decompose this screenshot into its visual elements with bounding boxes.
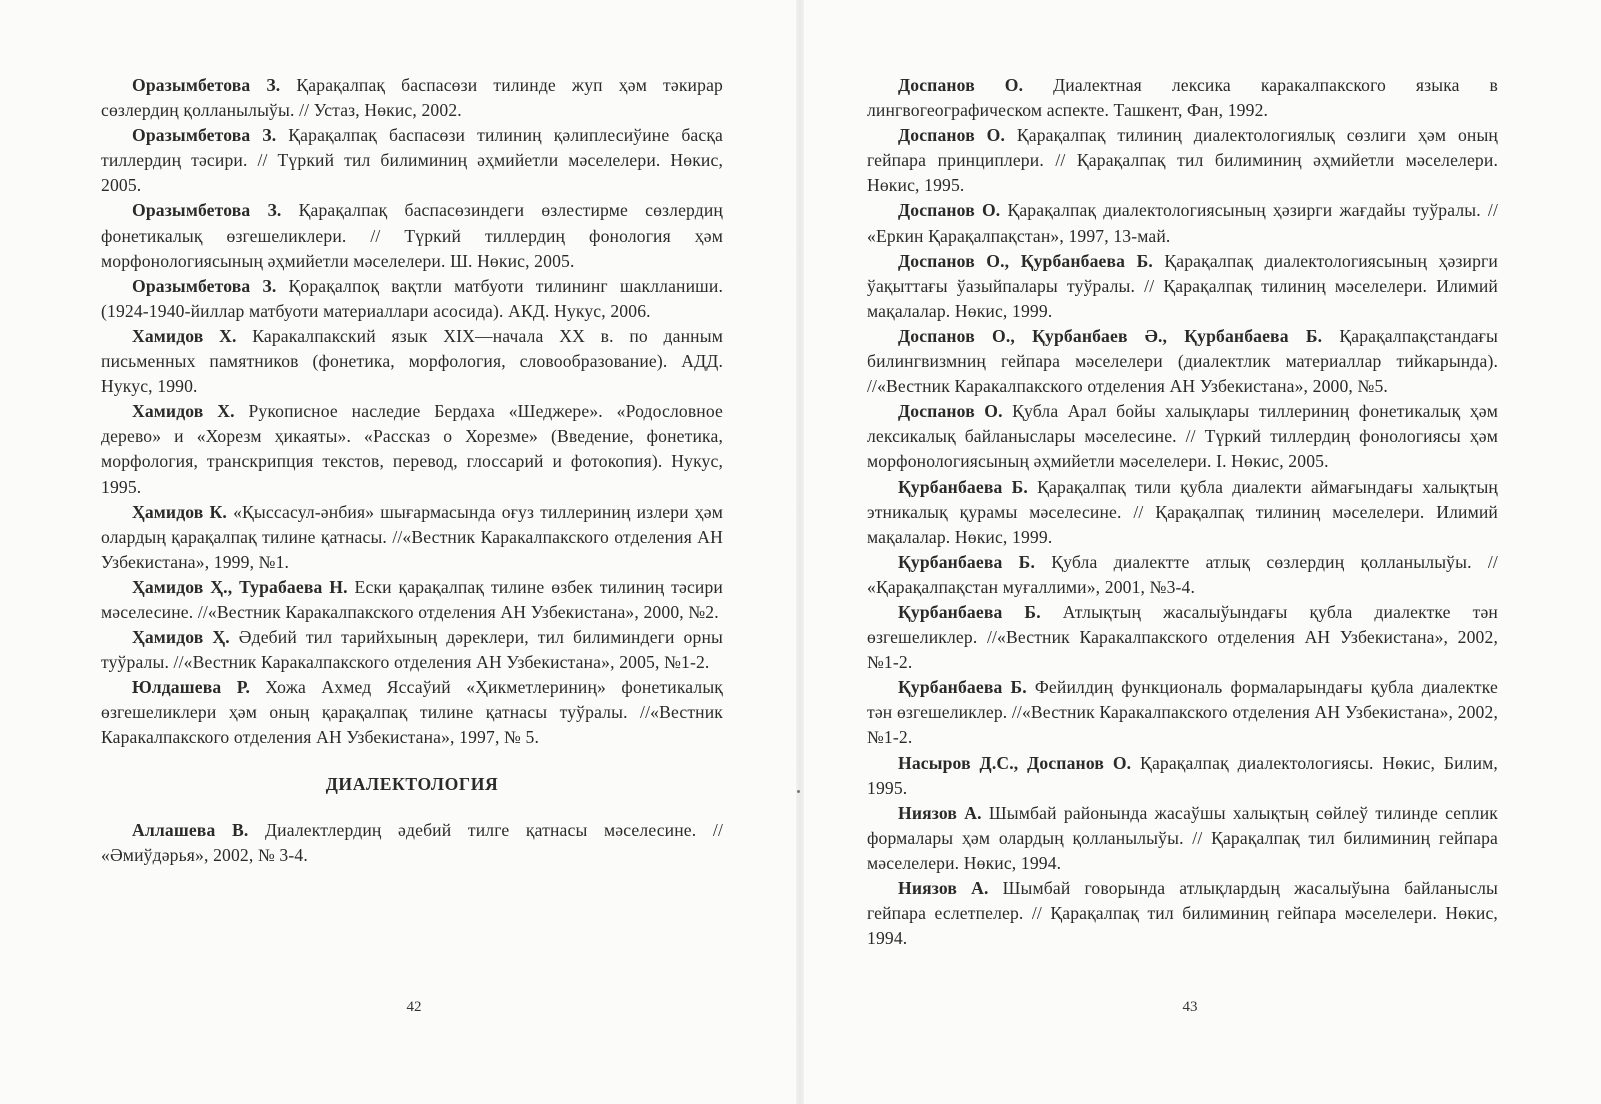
entry-author: Қурбанбаева Б. — [898, 677, 1027, 698]
entry-author: Доспанов О. — [898, 125, 1006, 146]
entry-text: Қарақалпақ баспасөзи тилиниң қәлиплесиўине басқа тиллердиң тәсири. // Түркий тил билиминиң әҳмийетли мәселелери. Нөкис, 2005. — [101, 125, 723, 196]
entry-author: Ҳамидов Ҳ. — [132, 627, 230, 648]
bibliography-entry — [867, 600, 1498, 675]
scan-speck — [797, 790, 800, 793]
entry-author: Доспанов О. — [898, 401, 1003, 422]
entry-text: Хожа Ахмед Яссаўий «Ҳикметлериниң» фонетикалық өзгешеликлери ҳәм оның қарақалпақ тилине қатнасы туўралы. //«Вестник Каракалпакского отделения АН Узбекистана», 1997, № 5. — [101, 677, 723, 748]
entry-text: Қубла Арал бойы халықлары тиллериниң фонетикалық ҳәм лексикалық байланыслары мәселесине. // Түркий тиллердиң фонологиясы ҳәм морфонологиясының әҳмийетли мәселелери. I. Нөкис, 2005. — [867, 401, 1498, 472]
bibliography-entry — [867, 198, 1498, 248]
bibliography-entry — [101, 324, 723, 399]
entry-author: Ниязов А. — [898, 878, 989, 898]
entry-text: Қорақалпоқ вақтли матбуоти тилининг шаклланиши. (1924-1940-йиллар матбуоти материаллари асосида). АКД. Нукус, 2006. — [101, 275, 723, 321]
bibliography-entry — [867, 751, 1498, 801]
right-page-text-column — [867, 73, 1498, 951]
bibliography-entry — [101, 73, 723, 123]
bibliography-entry — [867, 73, 1498, 123]
left-entries-after-section — [101, 818, 723, 868]
entry-author: Хамидов Х. — [132, 401, 235, 422]
bibliography-entry — [867, 399, 1498, 474]
bibliography-entry — [101, 575, 723, 625]
entry-author: Оразымбетова З. — [132, 125, 277, 146]
entry-author: Доспанов О., Қурбанбаев Ә., Қурбанбаева Б. — [898, 325, 1323, 346]
bibliography-entry — [867, 876, 1498, 951]
entry-text: Рукописное наследие Бердаха «Шеджере». «Родословное дерево» и «Хорезм ҳикаяты». «Рассказ о Хорезме» (Введение, фонетика, морфология, транскрипция текстов, перевод, глоссарий и фотокопия). Нукус, 1995. — [101, 401, 723, 497]
entry-text: Атлықтың жасалыўындағы қубла диалектке тән өзгешеликлер. //«Вестник Каракалпакского отделения АН Узбекистана», 2002, №1-2. — [867, 601, 1498, 673]
page-number-left: 42 — [406, 999, 422, 1015]
entry-author: Доспанов О. — [898, 75, 1024, 95]
entry-text: Қарақалпақ диалектологиясының ҳәзирги ўақыттағы ўазыйпалары туўралы. // Қарақалпақ тилиниң мәселелери. Илимий мақалалар. Нөкис, 1999. — [867, 250, 1498, 321]
entry-author: Оразымбетова З. — [132, 275, 277, 296]
entry-text: Қарақалпақ диалектологиясы. Нөкис, Билим, 1995. — [867, 752, 1498, 798]
bibliography-entry — [867, 123, 1498, 198]
bibliography-entry — [101, 500, 723, 575]
page-number-right: 43 — [1182, 999, 1198, 1015]
entry-text: Қарақалпақ тилиниң диалектологиялық сөзлиги ҳәм оның гейпара принциплери. // Қарақалпақ тил билиминиң әҳмийетли мәселелери. Нөкис, 1995. — [867, 125, 1499, 196]
entry-author: Ҳамидов Ҳ., Турабаева Н. — [132, 576, 348, 597]
entry-author: Қурбанбаева Б. — [898, 551, 1035, 572]
entry-author: Доспанов О. — [898, 200, 1001, 221]
bibliography-entry — [867, 550, 1498, 600]
entry-author: Оразымбетова З. — [132, 75, 281, 95]
entry-author: Ниязов А. — [898, 802, 982, 823]
entry-text: «Қыссасул-әнбия» шығармасында оғуз тиллериниң излери ҳәм олардың қарақалпақ тилине қатнасы. //«Вестник Каракалпакского отделения АН Узбекистана», 1999, №1. — [101, 501, 724, 572]
entry-text: Каракалпакский язык XIX—начала XX в. по данным письменных памятников (фонетика, морфология, словообразование). АДД. Нукус, 1990. — [101, 325, 723, 397]
entry-text: Ески қарақалпақ тилине өзбек тилиниң тәсири мәселесине. //«Вестник Каракалпакского отделения АН Узбекистана», 2000, №2. — [101, 576, 723, 622]
entry-text: Қарақалпақ баспасөзи тилинде жуп ҳәм тәкирар сөзлердиң қолланылыўы. // Устаз, Нөкис, 2002. — [101, 75, 723, 121]
bibliography-entry — [867, 801, 1498, 876]
bibliography-entry — [101, 198, 723, 273]
entry-text: Қарақалпақ тили қубла диалекти аймағындағы халықтың этникалық қурамы мәселесине. // Қарақалпақ тилиниң мәселелери. Илимий мақалалар. Нөкис, 1999. — [867, 476, 1498, 547]
bibliography-entry — [867, 675, 1498, 750]
bibliography-entry — [867, 324, 1498, 399]
entry-author: Қурбанбаева Б. — [898, 601, 1041, 622]
bibliography-entry — [867, 249, 1498, 324]
left-page — [0, 0, 800, 1104]
entry-text: Шымбай районында жасаўшы халықтың сөйлеў тилинде сеплик формалары ҳәм олардың қолланылыўы. // Қарақалпақ тил билиминиң гейпара мәселелери. Нөкис, 1994. — [867, 802, 1498, 873]
right-page — [800, 0, 1601, 1104]
entry-text: Әдебий тил тарийхының дәреклери, тил билиминдеги орны туўралы. //«Вестник Каракалпакского отделения АН Узбекистана», 2005, №1-2. — [101, 627, 723, 673]
entry-author: Насыров Д.С., Доспанов О. — [898, 752, 1132, 773]
entry-author: Ҳамидов К. — [132, 501, 227, 522]
bibliography-entry — [101, 123, 723, 198]
entry-text: Қубла диалектте атлық сөзлердиң қолланылыўы. // «Қарақалпақстан муғаллими», 2001, №3-4. — [867, 551, 1498, 597]
entry-text: Қарақалпақ диалектологиясының ҳәзирги жағдайы туўралы. // «Еркин Қарақалпақстан», 1997, 13-май. — [867, 200, 1498, 246]
entry-text: Диалектлердиң әдебий тилге қатнасы мәселесине. // «Әмиўдәрья», 2002, № 3-4. — [101, 819, 723, 865]
section-heading: ДИАЛЕКТОЛОГИЯ — [325, 773, 499, 794]
bibliography-entry — [101, 625, 723, 675]
entry-author: Доспанов О., Қурбанбаева Б. — [898, 250, 1153, 271]
left-page-text-column — [101, 73, 723, 868]
bibliography-entry — [101, 675, 723, 750]
right-entries — [867, 73, 1498, 951]
left-entries-before-section — [101, 73, 723, 751]
entry-author: Хамидов Х. — [132, 325, 237, 346]
entry-text: Қарақалпақстандағы билингвизмниң гейпара мәселелери (диалектлик материаллар тийкарында). //«Вестник Каракалпакского отделения АН Узбекистана», 2000, №5. — [867, 325, 1499, 397]
entry-text: Шымбай говорында атлықлардың жасалыўына байланыслы гейпара еслетпелер. // Қарақалпақ тил билиминиң гейпара мәселелери. Нөкис, 1994. — [867, 878, 1498, 949]
entry-text: Қарақалпақ баспасөзиндеги өзлестирме сөзлердиң фонетикалық өзгешеликлери. // Түркий тиллердиң фонология ҳәм морфонологиясының әҳмийетли мәселелери. Ш. Нөкис, 2005. — [101, 200, 723, 271]
bibliography-entry — [101, 818, 723, 868]
entry-text: Фейилдиң функциональ формаларындағы қубла диалектке тән өзгешеликлер. //«Вестник Каракалпакского отделения АН Узбекистана», 2002, №1-2. — [867, 677, 1498, 748]
entry-text: Диалектная лексика каракалпакского языка в лингвогеографическом аспекте. Ташкент, Фан, 1992. — [867, 75, 1498, 121]
bibliography-entry — [101, 399, 723, 499]
bibliography-entry — [867, 475, 1498, 550]
entry-author: Аллашева В. — [132, 819, 249, 840]
entry-author: Юлдашева Р. — [132, 677, 250, 698]
entry-author: Қурбанбаева Б. — [898, 476, 1028, 497]
bibliography-entry — [101, 274, 723, 324]
entry-author: Оразымбетова З. — [132, 200, 282, 221]
